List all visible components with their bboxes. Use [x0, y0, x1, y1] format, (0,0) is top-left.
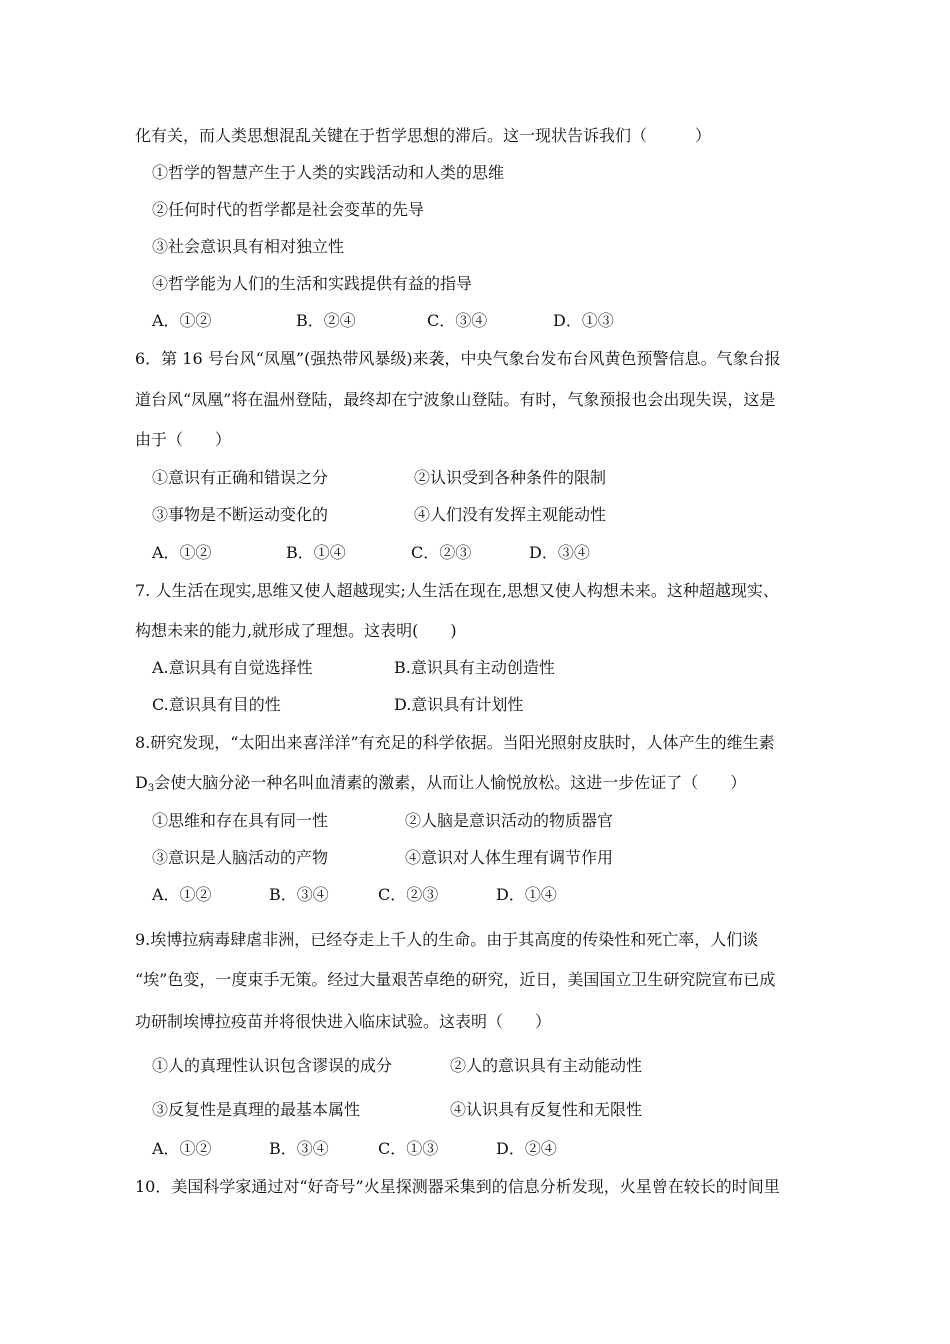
q9-item: ②人的意识具有主动能动性	[450, 1056, 643, 1075]
q8-choice-b: B．③④	[269, 885, 329, 904]
q9-stem-line: 功研制埃博拉疫苗并将很快进入临床试验。这表明（ ）	[135, 1012, 552, 1031]
q6-choice-a: A．①②	[152, 543, 212, 562]
q8-choice-a: A．①②	[152, 885, 212, 904]
q8-vitamin-subscript: 3	[147, 783, 155, 794]
q8-choice-d: D．①④	[496, 885, 557, 904]
q9-choice-b: B．③④	[269, 1139, 329, 1158]
q9-stem-line: “埃”色变，一度束手无策。经过大量艰苦卓绝的研究，近日，美国国立卫生研究院宣布已成	[135, 970, 776, 989]
q9-item: ①人的真理性认识包含谬误的成分	[152, 1056, 393, 1075]
q7-stem-line: 构想未来的能力,就形成了理想。这表明( )	[135, 621, 457, 640]
q8-vitamin-letter: D	[135, 773, 148, 792]
q8-stem-text: 会使大脑分泌一种名叫血清素的激素，从而让人愉悦放松。这进一步佐证了（ ）	[154, 773, 747, 792]
q5-item: ④哲学能为人们的生活和实践提供有益的指导	[152, 274, 473, 293]
q9-stem-line: 9.埃博拉病毒肆虐非洲，已经夺走上千人的生命。由于其高度的传染性和死亡率，人们谈	[135, 930, 759, 949]
q6-item: ③事物是不断运动变化的	[152, 505, 329, 524]
q6-item: ④人们没有发挥主观能动性	[414, 505, 607, 524]
q6-choice-c: C．②③	[411, 543, 472, 562]
q5-item: ③社会意识具有相对独立性	[152, 237, 345, 256]
q8-item: ④意识对人体生理有调节作用	[405, 848, 614, 867]
q6-choice-b: B．①④	[286, 543, 346, 562]
q8-choice-c: C．②③	[378, 885, 439, 904]
q5-stem-line: 化有关，而人类思想混乱关键在于哲学思想的滞后。这一现状告诉我们（ ）	[135, 126, 712, 145]
q8-item: ①思维和存在具有同一性	[152, 811, 329, 830]
q6-choice-d: D．③④	[529, 543, 590, 562]
q8-item: ③意识是人脑活动的产物	[152, 848, 329, 867]
q5-item: ②任何时代的哲学都是社会变革的先导	[152, 200, 425, 219]
q7-choice-a: A.意识具有自觉选择性	[152, 658, 313, 677]
q6-stem-line: 由于（ ）	[135, 430, 232, 449]
q5-choice-a: A．①②	[152, 311, 212, 330]
q5-choice-c: C．③④	[427, 311, 488, 330]
q9-choice-c: C．①③	[378, 1139, 439, 1158]
q10-stem-line: 10．美国科学家通过对“好奇号”火星探测器采集到的信息分析发现，火星曾在较长的时间里	[135, 1177, 780, 1196]
q9-item: ④认识具有反复性和无限性	[450, 1100, 643, 1119]
q6-item: ①意识有正确和错误之分	[152, 468, 329, 487]
q9-choice-a: A．①②	[152, 1139, 212, 1158]
q7-stem-line: 7. 人生活在现实,思维又使人超越现实;人生活在现在,思想又使人构想未来。这种超越现实、	[135, 581, 779, 600]
q8-item: ②人脑是意识活动的物质器官	[405, 811, 614, 830]
q5-item: ①哲学的智慧产生于人类的实践活动和人类的思维	[152, 163, 505, 182]
q7-choice-b: B.意识具有主动创造性	[394, 658, 555, 677]
q7-choice-c: C.意识具有目的性	[152, 695, 281, 714]
q9-choice-d: D．②④	[496, 1139, 557, 1158]
q5-choice-b: B．②④	[296, 311, 356, 330]
q9-item: ③反复性是真理的最基本属性	[152, 1100, 361, 1119]
q6-item: ②认识受到各种条件的限制	[414, 468, 607, 487]
q6-stem-line: 6．第 16 号台风“凤凰”(强热带风暴级)来袭，中央气象台发布台风黄色预警信息。气象台报	[135, 349, 781, 368]
q6-stem-line: 道台风“凤凰”将在温州登陆，最终却在宁波象山登陆。有时，气象预报也会出现失误，这是	[135, 390, 776, 409]
q8-stem-line	[135, 773, 746, 799]
q8-stem-line: 8.研究发现，“太阳出来喜洋洋”有充足的科学依据。当阳光照射皮肤时，人体产生的维生素	[135, 733, 775, 752]
q5-choice-d: D．①③	[553, 311, 614, 330]
q7-choice-d: D.意识具有计划性	[394, 695, 524, 714]
